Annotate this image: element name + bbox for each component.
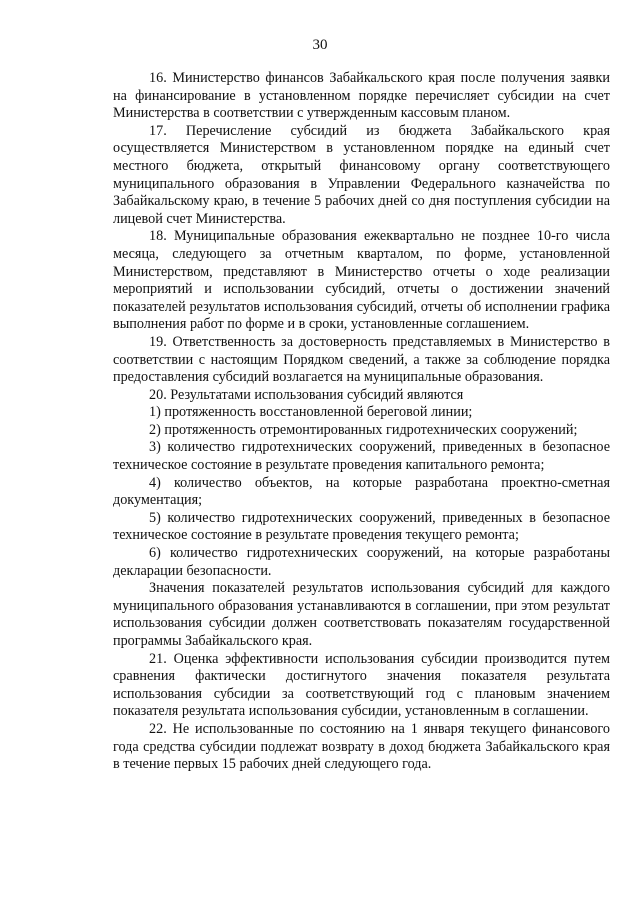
paragraph-21: 21. Оценка эффективности использования субсидии производится путем сравнения фактически достигнутого значения показателя результата использования субсидии за соответствующий год с плановым значением показателя результата использования субсидии, установленным в соглашении. <box>113 650 610 720</box>
paragraph-17: 17. Перечисление субсидий из бюджета Забайкальского края осуществляется Министерством в установленном порядке на единый счет местного бюджета, открытый финансовому органу соответствующего муниципального образования в Управлении Федерального казначейства по Забайкальскому краю, в течение 5 рабочих дней со дня поступления субсидии на лицевой счет Министерства. <box>113 122 610 227</box>
list-item-5: 5) количество гидротехнических сооружений, приведенных в безопасное техническое состояние в результате проведения текущего ремонта; <box>113 509 610 544</box>
list-item-3: 3) количество гидротехнических сооружений, приведенных в безопасное техническое состояние в результате проведения капитального ремонта; <box>113 439 610 474</box>
document-body <box>113 70 610 774</box>
paragraph-19: 19. Ответственность за достоверность представляемых в Министерство в соответствии с настоящим Порядком сведений, а также за соблюдение порядка предоставления субсидий возлагается на муниципальные образования. <box>113 333 610 386</box>
paragraph-20-intro: 20. Результатами использования субсидий являются <box>149 386 464 403</box>
paragraph-16: 16. Министерство финансов Забайкальского края после получения заявки на финансирование в установленном порядке перечисляет субсидии на счет Министерства в соответствии с утвержденным кассовым планом. <box>113 70 610 122</box>
list-item-1: 1) протяженность восстановленной береговой линии; <box>149 404 473 421</box>
paragraph-22: 22. Не использованные по состоянию на 1 января текущего финансового года средства субсидии подлежат возврату в доход бюджета Забайкальского края в течение первых 15 рабочих дней следующего года. <box>113 720 610 773</box>
indicator-values-paragraph: Значения показателей результатов использования субсидий для каждого муниципального образования устанавливаются в соглашении, при этом результат использования субсидии должен соответствовать показателям государственной программы Забайкальского края. <box>113 580 610 649</box>
page-number: 30 <box>312 37 328 53</box>
list-item-4: 4) количество объектов, на которые разработана проектно-сметная документация; <box>113 474 610 509</box>
paragraph-18: 18. Муниципальные образования ежеквартально не позднее 10-го числа месяца, следующего за отчетным кварталом, по форме, установленной Министерством, представляют в Министерство отчеты о ходе реализации мероприятий и использовании субсидий, отчеты о достижении значений показателей результатов использования субсидий, отчеты об исполнении графика выполнения работ по форме и в сроки, установленные соглашением. <box>113 228 610 333</box>
list-item-2: 2) протяженность отремонтированных гидротехнических сооружений; <box>149 421 578 438</box>
list-item-6: 6) количество гидротехнических сооружений, на которые разработаны декларации безопасности. <box>113 545 610 579</box>
